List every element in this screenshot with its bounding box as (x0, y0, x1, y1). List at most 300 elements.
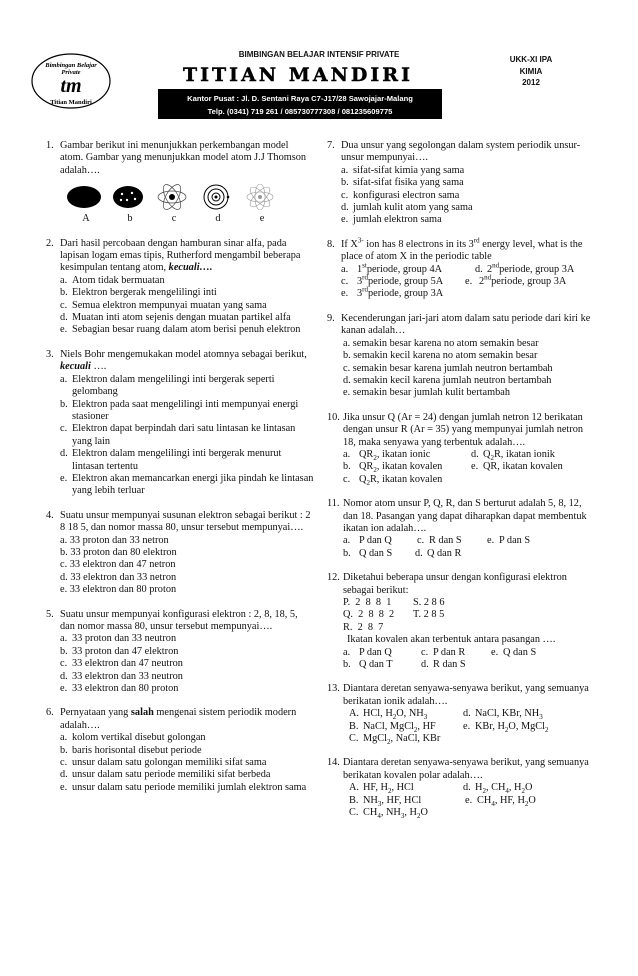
text-fragment: 2 (373, 466, 377, 475)
text-fragment: c. (60, 559, 68, 571)
question-text (60, 238, 314, 275)
text-fragment: c. (60, 423, 68, 435)
text-fragment: d. (463, 708, 471, 720)
text-fragment: d. (60, 571, 68, 583)
text-fragment: d. (341, 202, 349, 214)
text-fragment: b. (60, 546, 68, 558)
kecuali-emphasis: kecuali…. (168, 262, 213, 274)
question-text: Suatu unsur mempunyai konfigurasi elektron : 2, 8, 18, 5, dan nomor massa 80, unsur tersebut mempunyai…. (60, 608, 298, 632)
text-fragment: R, ikatan kovalen (369, 473, 443, 485)
text-fragment: d. (60, 448, 68, 460)
kecuali-emphasis: kecuali (60, 361, 91, 373)
text-fragment: , NaCl, KBr (390, 733, 441, 745)
text-fragment: , ikatan kovalen (376, 461, 443, 473)
text-fragment: 2 (524, 799, 529, 808)
text-fragment: P dan Q (359, 646, 392, 658)
text-fragment: HF, H (363, 782, 388, 794)
text-fragment: 2 (373, 453, 377, 462)
address-line-2: Telp. (0341) 719 261 / 085730777308 / 081235609775 (207, 107, 393, 116)
text-fragment: 33 elektron dan 33 neutron (72, 670, 183, 682)
text-fragment: T. 2 8 5 (413, 609, 445, 621)
option-a (60, 275, 314, 287)
text-fragment: A. (349, 782, 360, 794)
option-d (60, 671, 314, 683)
atom-model-labels (64, 213, 314, 225)
option-row-2 (343, 795, 595, 807)
text-fragment: , CH (485, 782, 506, 794)
text-fragment: KBr, H (475, 720, 505, 732)
atom-label-d: d (215, 213, 221, 225)
text-fragment: Pernyataan yang (60, 707, 131, 719)
text-fragment: 2 (392, 713, 397, 722)
option-row-2 (343, 461, 595, 473)
text-fragment: Q (483, 448, 491, 460)
text-fragment: R dan S (429, 535, 462, 547)
atom-label-c: c (171, 213, 177, 225)
question-number: 7. (327, 140, 335, 151)
question-number: 1. (46, 140, 54, 151)
option-d (60, 448, 314, 473)
text-fragment: P. 2 8 8 1 (343, 597, 392, 608)
atom-label-e: e (259, 213, 265, 225)
text-fragment: e. (341, 288, 349, 300)
text-fragment: CH (477, 794, 492, 806)
text-fragment: Elektron dapat berpindah dari satu lintasan ke lintasan yang lain (72, 423, 296, 447)
text-fragment: O (528, 794, 536, 806)
atom-model-b (108, 183, 148, 211)
text-fragment: O (420, 807, 428, 819)
option-e (60, 584, 314, 596)
config-row-1 (343, 597, 595, 609)
text-fragment: Q dan S (503, 646, 537, 658)
text-fragment: a. (60, 732, 68, 744)
question-number: 5. (46, 608, 54, 620)
option-c (60, 423, 314, 448)
exam-code: UKK-XI IPA (509, 55, 553, 64)
text-fragment: kolom vertikal disebut golongan (72, 732, 206, 744)
option-row-3 (341, 288, 595, 300)
text-fragment: d. (60, 769, 68, 781)
text-fragment: R. 2 8 7 (343, 621, 384, 633)
option-row-1 (343, 708, 595, 720)
text-fragment: NH (363, 794, 378, 806)
text-fragment: 3 (539, 713, 543, 722)
text-fragment: 33 elektron dan 80 proton (72, 683, 179, 695)
question-3 (46, 349, 314, 498)
exam-info (492, 54, 570, 89)
quantum-atom-icon (242, 184, 278, 210)
question-text (60, 349, 314, 374)
atom-model-d (196, 183, 236, 211)
text-fragment: unsur dalam satu golongan memiliki sifat sama (72, 757, 267, 769)
text-fragment: b. (60, 398, 68, 410)
exam-year: 2012 (522, 78, 540, 88)
text-fragment: 2 (504, 725, 509, 734)
text-fragment: 2 (479, 276, 485, 288)
logo-text-2: Private (61, 69, 81, 76)
text-fragment: S. 2 8 6 (413, 597, 445, 608)
text-fragment: O, NH (396, 708, 424, 720)
text-fragment: 4 (505, 787, 509, 796)
atom-model-e (240, 183, 280, 211)
text-fragment: NaCl, MgCl (363, 720, 414, 732)
text-fragment: nd (484, 273, 492, 282)
text-fragment: c. (421, 646, 429, 658)
question-9 (327, 313, 595, 400)
exam-subject: KIMIA (519, 66, 543, 76)
question-7 (327, 140, 595, 227)
text-fragment: a. (60, 534, 68, 546)
question-text: Diantara deretan senyawa-senyawa berikut, yang semuanya berikatan ionik adalah…. (343, 683, 589, 707)
option-row-1 (343, 535, 595, 547)
option-c (341, 190, 595, 202)
option-c (60, 559, 314, 571)
option-d (60, 769, 314, 781)
text-fragment: e. (465, 794, 473, 806)
option-row-1 (343, 449, 595, 461)
question-prompt: Ikatan kovalen akan terbentuk antara pasangan …. (347, 634, 556, 646)
text-fragment: Q (359, 473, 367, 485)
text-fragment: 4 (377, 812, 381, 821)
text-fragment: a. (60, 373, 68, 385)
address-line-1: Kantor Pusat : Jl. D. Sentani Raya C7-J17/28 Sawojajar-Malang (187, 94, 413, 103)
text-fragment: 33 proton dan 33 netron (69, 534, 169, 546)
option-row-3 (343, 807, 595, 819)
text-fragment: e. (60, 683, 68, 695)
text-fragment: 33 proton dan 80 elektron (70, 546, 177, 558)
text-fragment: periode, group 3A (368, 288, 444, 300)
option-row-2 (341, 273, 595, 288)
question-number: 9. (327, 312, 335, 324)
text-fragment: P dan S (499, 535, 531, 547)
text-fragment: P dan Q (359, 535, 392, 547)
text-fragment: H (475, 782, 483, 794)
text-fragment: 33 elektron dan 47 netron (69, 559, 176, 571)
text-fragment: Q dan R (427, 547, 462, 559)
atom-models (64, 183, 314, 213)
text-fragment: 33 elektron dan 33 netron (70, 571, 177, 583)
text-fragment: Sebagian besar ruang dalam atom berisi penuh elektron (72, 324, 301, 336)
question-14 (327, 757, 595, 819)
option-d (60, 312, 314, 324)
question-number: 8. (327, 238, 335, 250)
atom-model-c (152, 183, 192, 211)
question-number: 6. (46, 707, 54, 719)
thomson-sphere-icon (110, 185, 146, 209)
text-fragment: mengenai sistem periodik modern adalah…. (60, 707, 297, 731)
text-fragment: a. (343, 646, 351, 658)
option-a (341, 165, 595, 177)
option-b (60, 547, 314, 559)
option-a: a. semakin besar karena no atom semakin besar (343, 337, 539, 349)
text-fragment: b. (343, 547, 351, 559)
text-fragment: 2 (413, 725, 418, 734)
text-fragment: MgCl (363, 733, 388, 745)
text-fragment: d. (415, 547, 423, 559)
question-5 (46, 609, 314, 696)
text-fragment: , HF (417, 720, 436, 732)
text-fragment: periode, group 4A (366, 263, 443, 275)
text-fragment: O (524, 782, 533, 794)
address-box (158, 89, 442, 119)
question-text: Jika unsur Q (Ar = 24) dengan jumlah netron 12 berikatan dengan unsur R (Ar = 35) yang mempunyai jumlah netron 18, maka senyawa yang terbentuk adalah…. (343, 411, 584, 448)
logo-text-3: Titian Mandiri (50, 99, 92, 106)
bohr-atom-icon (198, 184, 234, 210)
config-row-2 (343, 609, 595, 621)
text-fragment: e. (491, 646, 499, 658)
brand-title: TITIAN MANDIRI (183, 64, 413, 86)
header-top-text: BIMBINGAN BELAJAR INTENSIF PRIVATE (238, 50, 400, 59)
text-fragment: e. (471, 461, 479, 473)
text-fragment: baris horisontal disebut periode (72, 744, 202, 756)
text-fragment: 33 elektron dan 80 proton (69, 584, 177, 596)
rutherford-atom-icon (154, 184, 190, 210)
atom-model-a (64, 183, 104, 211)
question-text: Gambar berikut ini menunjukkan perkembangan model atom. Gambar yang menunjukkan model atom J.J Thomson adalah…. (60, 140, 307, 176)
text-fragment: c. (60, 299, 68, 311)
text-fragment: a. (343, 535, 351, 547)
text-fragment: e. (60, 584, 68, 596)
text-fragment: , H (508, 782, 522, 794)
question-13 (327, 683, 595, 745)
text-fragment: d. (471, 448, 479, 460)
question-text: Dua unsur yang segolongan dalam system periodik unsur-unsur mempunyai…. (341, 140, 581, 164)
text-fragment: 2 (521, 787, 525, 796)
text-fragment: d. (463, 782, 471, 794)
titian-mandiri-logo (30, 52, 112, 110)
option-d (60, 572, 314, 584)
text-fragment: O, MgCl (508, 720, 546, 732)
right-column (327, 140, 595, 832)
text-fragment: 2 (487, 263, 493, 275)
question-1 (46, 140, 314, 226)
text-fragment: Elektron dalam mengelilingi inti bergerak menurut lintasan tertentu (72, 448, 282, 472)
text-fragment: B. (349, 720, 359, 732)
left-column (46, 140, 314, 806)
text-fragment: d. (60, 670, 68, 682)
text-fragment: P dan R (433, 646, 466, 658)
text-fragment: Elektron akan memancarkan energi jika pindah ke lintasan yang lebih terluar (72, 472, 314, 497)
question-number: 10. (327, 411, 340, 423)
option-c: c. semakin besar karena jumlah neutron bertambah (343, 362, 553, 374)
question-text (341, 236, 595, 264)
text-fragment: rd (362, 273, 368, 282)
question-stem: Dari hasil percobaan dengan hamburan sinar alfa, pada lapisan logam emas tipis, Rutherford mengambil beberapa kesimpulan tentang atom, (60, 237, 301, 274)
text-fragment: e. (463, 720, 471, 732)
text-fragment: 3 (400, 812, 405, 821)
text-fragment: NaCl, KBr, NH (475, 708, 540, 720)
question-number: 11. (327, 498, 340, 510)
text-fragment: periode, group 3A (491, 276, 567, 288)
option-row-1 (343, 647, 595, 659)
option-a (60, 535, 314, 547)
question-number: 4. (46, 509, 54, 521)
text-fragment: Elektron bergerak mengelilingi inti (72, 287, 217, 299)
text-fragment: c. (417, 535, 425, 547)
text-fragment: Elektron dalam mengelilingi inti bergerak seperti gelombang (72, 373, 275, 398)
text-fragment: e. (487, 535, 495, 547)
text-fragment: rd (362, 286, 368, 295)
question-number: 3. (46, 348, 54, 360)
text-fragment: R, ikatan ionik (493, 448, 555, 460)
text-fragment: QR, ikatan kovalen (483, 461, 563, 473)
text-fragment: a. (60, 633, 68, 645)
text-fragment: B. (349, 794, 359, 806)
text-fragment: 33 elektron dan 47 neutron (72, 658, 183, 670)
text-fragment: b. (60, 287, 68, 299)
question-number: 12. (327, 572, 340, 584)
option-e (60, 782, 314, 794)
question-text: Kecenderungan jari-jari atom dalam satu periode dari kiri ke kanan adalah… (341, 312, 591, 337)
text-fragment: , HF, HCl (381, 794, 422, 806)
question-text: Diantara deretan senyawa-senyawa berikut, yang semuanya berikatan kovalen polar adalah…. (343, 757, 589, 781)
text-fragment: b. (341, 177, 349, 189)
text-fragment: sifat-sifat fisika yang sama (353, 177, 464, 189)
text-fragment: Atom tidak bermuatan (72, 274, 165, 286)
question-8 (327, 236, 595, 301)
text-fragment: , HCl (391, 782, 414, 794)
text-fragment: 2 (387, 787, 392, 796)
text-fragment: , HF, H (494, 794, 525, 806)
question-number: 13. (327, 683, 340, 695)
text-fragment: unsur dalam satu periode memiliki sifat berbeda (72, 769, 271, 781)
text-fragment: 3- (357, 236, 364, 245)
text-fragment: 2 (545, 725, 549, 734)
question-6 (46, 707, 314, 794)
text-fragment: , NH (380, 807, 401, 819)
text-fragment: a. (343, 448, 351, 460)
text-fragment: 2 (416, 812, 421, 821)
text-fragment: Q. 2 8 8 2 (343, 609, 395, 621)
text-fragment: QR (359, 448, 374, 460)
text-fragment: d. (421, 659, 429, 671)
option-row-3 (343, 733, 595, 745)
text-fragment: st (362, 261, 367, 270)
text-fragment: a. (60, 274, 68, 286)
logo-text-1: Bimbingan Belajar (45, 62, 97, 69)
option-c (60, 658, 314, 670)
text-fragment: C. (349, 733, 359, 745)
option-e (60, 683, 314, 695)
text-fragment: QR (359, 461, 374, 473)
option-a (60, 633, 314, 645)
option-e: e. semakin besar jumlah kulit bertambah (343, 387, 510, 399)
text-fragment: A. (349, 708, 360, 720)
question-11 (327, 498, 595, 560)
option-a (60, 374, 314, 399)
text-fragment: c. (60, 658, 68, 670)
text-fragment: 4 (491, 799, 495, 808)
text-fragment: If X (341, 238, 358, 250)
text-fragment: 3 (423, 713, 428, 722)
text-fragment: c. (341, 189, 349, 201)
option-e (341, 214, 595, 226)
text-fragment: unsur dalam satu periode memiliki jumlah elektron sama (72, 781, 307, 793)
option-e (60, 473, 314, 498)
question-text: Suatu unsur mempunyai susunan elektron sebagai berikut : 2 8 18 5, dan nomor massa 80, unsur tersebut mempunyai…. (60, 509, 311, 534)
option-d: d. semakin kecil karena jumlah neutron bertambah (343, 374, 552, 386)
text-fragment: a. (341, 164, 349, 176)
option-row-1 (341, 261, 595, 276)
option-c (60, 300, 314, 312)
text-fragment: jumlah elektron sama (353, 214, 442, 226)
text-fragment: 3 (357, 288, 363, 300)
text-fragment: b. (343, 461, 351, 473)
option-row-3 (343, 474, 595, 486)
text-fragment: e. (60, 324, 68, 336)
text-fragment: c. (60, 757, 68, 769)
text-fragment: b. (60, 645, 68, 657)
atom-label-a: A (82, 213, 90, 225)
text-fragment: ion has 8 electrons in its 3 (363, 238, 474, 250)
text-fragment: , H (404, 807, 417, 819)
option-row-1 (343, 782, 595, 794)
logo-mark: tm (60, 75, 82, 97)
option-a (60, 732, 314, 744)
text-fragment: c. (343, 473, 351, 485)
option-row-2 (343, 659, 595, 671)
text-fragment: 3 (357, 276, 363, 288)
text-fragment: 1 (357, 263, 363, 275)
text-fragment: e. (60, 781, 68, 793)
text-fragment: rd (473, 236, 480, 245)
option-d (341, 202, 595, 214)
text-fragment: , ikatan ionic (376, 448, 431, 460)
text-fragment: C. (349, 807, 359, 819)
text-fragment: c. (341, 276, 349, 288)
option-b (60, 745, 314, 757)
option-b (60, 287, 314, 299)
question-number: 14. (327, 757, 340, 769)
text-fragment: e. (465, 276, 473, 288)
dalton-sphere-icon (66, 185, 102, 209)
question-text: Nomor atom unsur P, Q, R, dan S berturut adalah 5, 8, 12, dan 18. Pasangan yang dapat diharapkan dapat membentuk ikatan ion adalah…. (343, 498, 587, 534)
text-fragment: sifat-sifat kimia yang sama (353, 164, 465, 176)
text-fragment: jumlah kulit atom yang sama (353, 202, 473, 214)
text-fragment: Q dan T (359, 659, 393, 671)
text-fragment: konfigurasi electron sama (353, 189, 460, 201)
question-stem: Niels Bohr mengemukakan model atomnya sebagai berikut, (60, 348, 307, 360)
text-fragment: b. (60, 744, 68, 756)
question-text (60, 707, 314, 732)
text-fragment: periode, group 5A (368, 276, 444, 288)
text-fragment: R dan S (433, 659, 466, 671)
option-c (60, 757, 314, 769)
text-fragment: 2 (482, 787, 486, 796)
option-e (60, 324, 314, 336)
text-fragment: Q dan S (359, 547, 393, 559)
text-fragment: 2 (490, 453, 494, 462)
text-fragment: HCl, H (363, 708, 393, 720)
text-fragment: 2 (366, 478, 370, 487)
text-fragment: periode, group 3A (499, 263, 575, 275)
option-b (60, 399, 314, 424)
text-fragment: 33 proton dan 33 neutron (72, 633, 177, 645)
config-row-3 (343, 622, 595, 634)
text-fragment: 33 proton dan 47 elektron (72, 645, 179, 657)
question-12 (327, 572, 595, 671)
text-fragment: e. (341, 214, 349, 226)
text-fragment: 3 (377, 799, 382, 808)
text-fragment: CH (363, 807, 378, 819)
question-4 (46, 510, 314, 597)
text-fragment: a. (341, 263, 349, 275)
text-fragment: energy level, what is the place of atom X in the periodic table (341, 238, 583, 263)
text-fragment: 2 (387, 738, 391, 747)
option-row-2 (343, 548, 595, 560)
text-fragment: Muatan inti atom sejenis dengan muatan partikel alfa (72, 312, 291, 324)
option-b (60, 646, 314, 658)
